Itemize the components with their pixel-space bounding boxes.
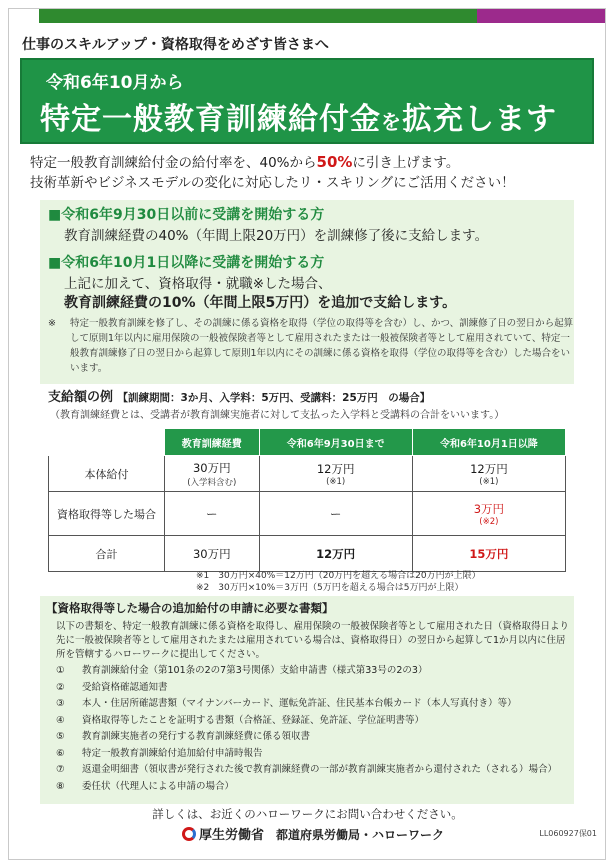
item-text: 委任状（代理人による申請の場合） [82, 780, 235, 792]
offices-name: 都道府県労働局・ハローワーク [276, 828, 445, 842]
top-color-bar [9, 9, 605, 23]
item-number: ⑧ [56, 780, 65, 792]
cell-value: 12万円 [316, 461, 355, 476]
cell-value: 30万円 [192, 460, 231, 475]
table-header-after: 令和6年10月1日以降 [412, 429, 565, 456]
table-header-before: 令和6年9月30日まで [259, 429, 412, 456]
lead-rate-highlight: 50% [316, 153, 353, 171]
employment-note [48, 316, 574, 376]
section1-text: 教育訓練経費の40%（年間上限20万円）を訓練修了後に支給します。 [64, 228, 489, 244]
list-item [56, 697, 570, 712]
hero-title-subject: 特定一般教育訓練給付金 [40, 102, 381, 137]
section2-text-1: 上記に加えて、資格取得・就職※した場合、 [64, 276, 332, 292]
cell-note: (※1) [326, 476, 346, 487]
list-item [56, 664, 570, 679]
top-bar-green [39, 9, 477, 23]
table-header-cost: 教育訓練経費 [165, 429, 260, 456]
lead-line-1 [30, 152, 515, 173]
lead-rate-text: 特定一般教育訓練給付金の給付率を、40%から [30, 155, 317, 171]
list-item [56, 780, 570, 795]
table-cell [412, 492, 565, 536]
footer-organization [182, 824, 444, 843]
example-heading [48, 386, 430, 405]
cell-value: 12万円 [470, 461, 508, 476]
example-subtext: （教育訓練経費とは、受講者が教育訓練実施者に対して支払った入学料と受講料の合計をいいます。） [50, 410, 505, 421]
lead-rate-suffix: に引き上げます。 [352, 155, 460, 171]
ministry-logo-icon [182, 827, 196, 841]
item-text: 教育訓練実施者の発行する教育訓練経費に係る領収書 [82, 731, 311, 742]
contact-text: 詳しくは、お近くのハローワークにお問い合わせください。 [152, 807, 463, 821]
table-row [49, 456, 566, 492]
item-text: 本人・住居所確認書類（マイナンバーカード、運転免許証、住民基本台帳カード（本人写真付き）等） [82, 698, 517, 709]
table-cell [259, 456, 412, 492]
row-label: 資格取得等した場合 [49, 492, 165, 536]
leaflet-code: LL060927保01 [539, 829, 597, 838]
hero-date: 令和6年10月から [46, 73, 184, 93]
table-cell [412, 456, 565, 492]
section1-heading: ■令和6年9月30日以前に受講を開始する方 [48, 207, 325, 223]
table-row [49, 536, 566, 572]
row-label: 本体給付 [49, 456, 165, 492]
hero-title-verb: 拡充します [402, 102, 557, 137]
item-number: ② [56, 681, 65, 693]
item-text: 受給資格確認通知書 [82, 681, 168, 693]
table-cell: ー [259, 492, 412, 536]
hero-title-particle: を [381, 110, 402, 134]
table-row [49, 492, 566, 536]
section2-heading: ■令和6年10月1日以降に受講を開始する方 [48, 255, 325, 271]
item-number: ④ [56, 714, 65, 726]
example-title: 支給額の例 [48, 390, 114, 405]
payment-table [48, 428, 566, 572]
item-text: 教育訓練給付金（第101条の2の7第3号関係）支給申請書（様式第33号の2の3） [82, 665, 428, 676]
cell-note: (入学料含む) [187, 477, 237, 488]
footnote-2: ※2 30万円×10%＝3万円（5万円を超える場合は5万円が上限） [196, 583, 464, 593]
item-number: ③ [56, 698, 65, 709]
row-label: 合計 [49, 536, 165, 572]
top-bar-purple [477, 9, 605, 23]
documents-list [56, 664, 570, 796]
table-cell [165, 456, 260, 492]
table-cell: 12万円 [259, 536, 412, 572]
item-text: 特定一般教育訓練給付追加給付申請時報告 [82, 747, 263, 759]
example-condition: 【訓練期間：3か月、入学料：5万円、受講料：25万円 の場合】 [117, 392, 431, 404]
section2-text-2: 教育訓練経費の10%（年間上限5万円）を追加で支給します。 [64, 295, 457, 311]
table-header-empty [49, 429, 165, 456]
list-item [56, 714, 570, 729]
lead-text [30, 152, 515, 193]
cell-value: 3万円 [473, 501, 505, 516]
item-number: ① [56, 665, 65, 676]
intro-text: 仕事のスキルアップ・資格取得をめざす皆さまへ [22, 37, 329, 53]
documents-heading: 【資格取得等した場合の追加給付の申請に必要な書類】 [46, 601, 334, 615]
list-item [56, 730, 570, 745]
list-item [56, 763, 570, 778]
cell-note: (※2) [479, 516, 499, 527]
lead-line-2: 技術革新やビジネスモデルの変化に対応したリ・スキリングにご活用ください！ [30, 175, 515, 191]
item-number: ⑤ [56, 731, 65, 742]
list-item [56, 681, 570, 696]
ministry-name: 厚生労働省 [199, 828, 265, 843]
cell-note: (※1) [479, 476, 499, 487]
table-cell: ー [165, 492, 260, 536]
table-header-row [49, 429, 566, 456]
table-cell: 30万円 [165, 536, 260, 572]
item-number: ⑦ [56, 764, 65, 775]
documents-paragraph: 以下の書類を、特定一般教育訓練に係る資格を取得し、雇用保険の一般被保険者等として雇用された日（資格取得日より先に一般被保険者等として雇用されたまたは雇用されている場合は、資格取得日）の翌日から起算して1か月以内に住居所を管轄するハローワークに提出してください。 [56, 621, 570, 660]
hero-title [40, 94, 557, 138]
item-text: 資格取得等したことを証明する書類（合格証、登録証、免許証、学位証明書等） [82, 714, 425, 726]
item-number: ⑥ [56, 747, 65, 759]
hero-banner [20, 58, 594, 144]
note-mark: ※ [48, 318, 56, 329]
table-cell-total: 15万円 [412, 536, 565, 572]
list-item [56, 747, 570, 762]
footnote-1: ※1 30万円×40%＝12万円（20万円を超える場合は20万円が上限） [196, 571, 481, 581]
note-text: 特定一般教育訓練を修了し、その訓練に係る資格を取得（学位の取得等を含む）し、かつ、訓練修了日の翌日から起算して原則1年以内に雇用保険の一般被保険者等として雇用されたまたは一般被保険者等として雇用されていて、特定一般教育訓練修了日の翌日から起算して原則1年以内にその訓練に係る資格を取得（学位の取得等を含む）した場合をいいます。 [70, 318, 574, 374]
item-text: 返還金明細書（領収書が発行された後で教育訓練経費の一部が教育訓練実施者から還付された（される）場合） [82, 764, 558, 775]
